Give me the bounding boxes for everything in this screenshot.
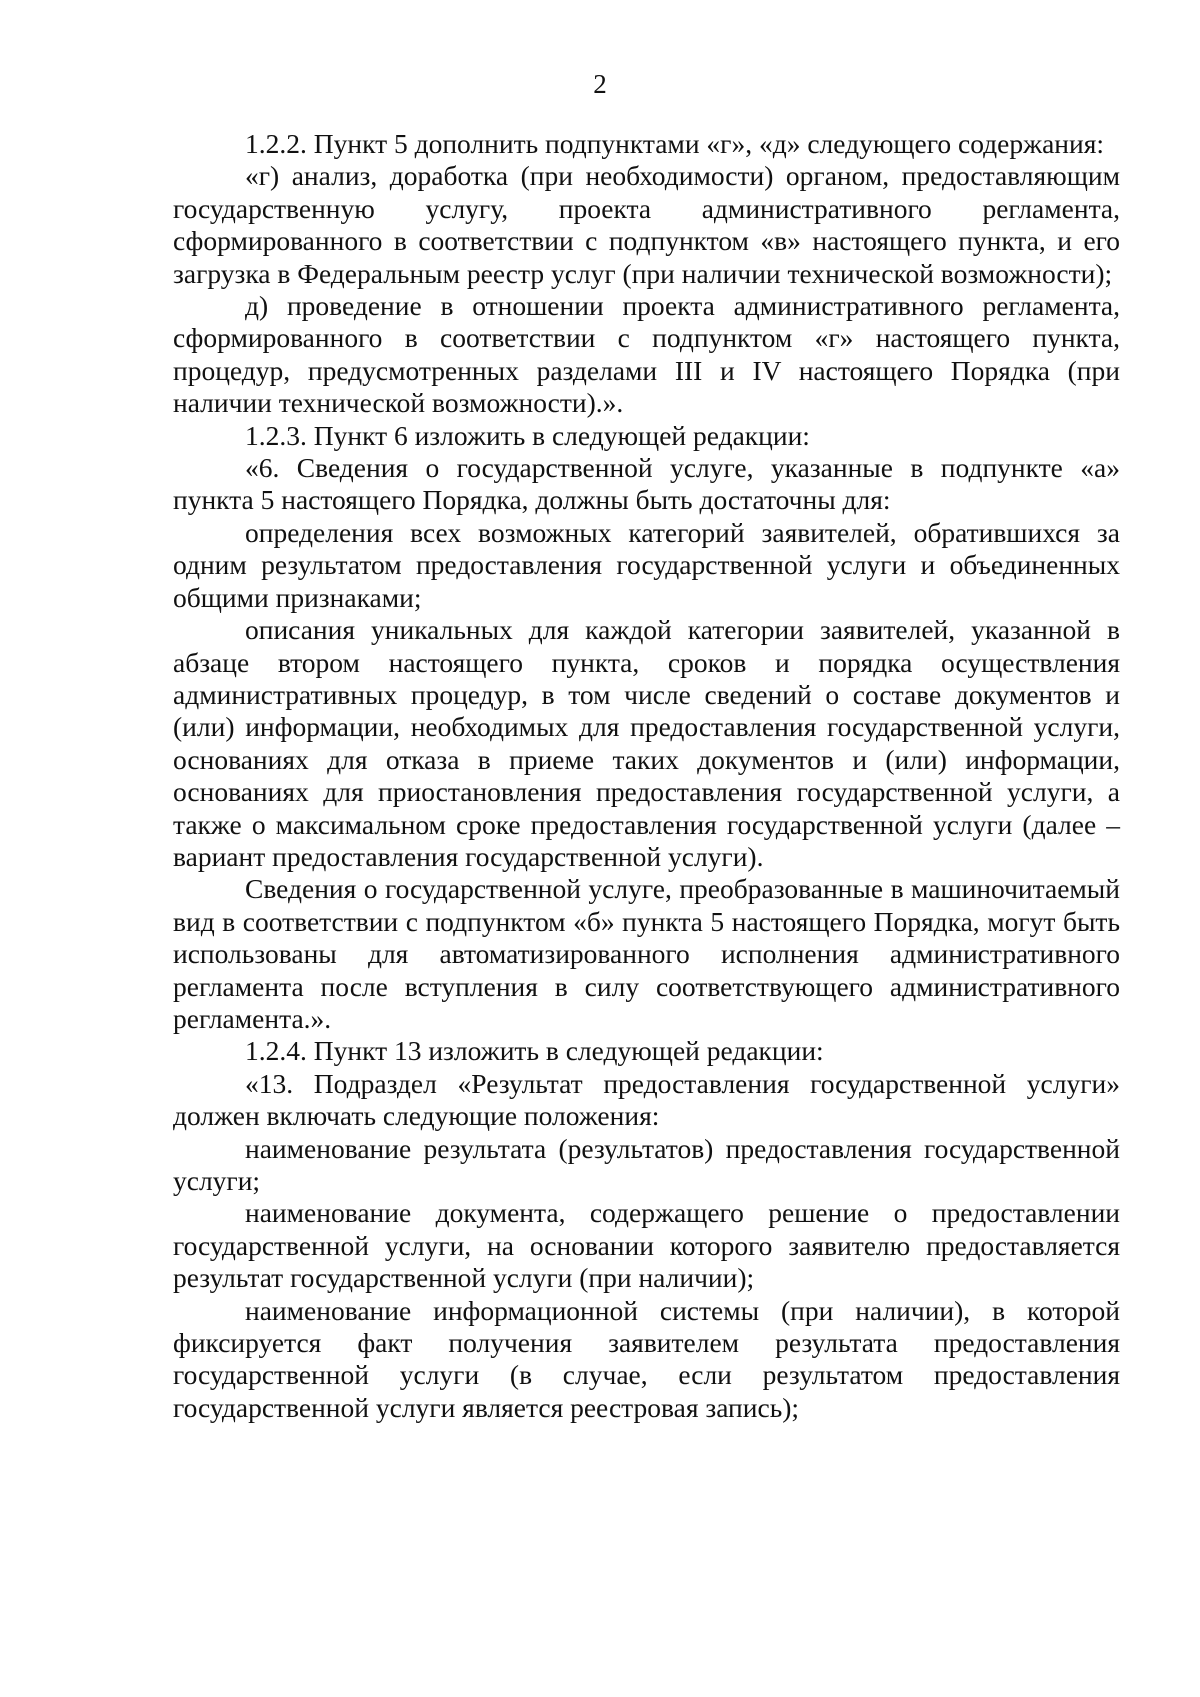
paragraph-result-name: наименование результата (результатов) предоставления государственной услуги; [173,1132,1120,1196]
paragraph-subitem-d: д) проведение в отношении проекта административного регламента, сформированного в соответствии с подпунктом «г» настоящего пункта, процедур, предусмотренных разделами III и IV настоящего Порядка (при наличии технической возможности).». [173,290,1120,419]
paragraph-point-13: «13. Подраздел «Результат предоставления государственной услуги» должен включать следующие положения: [173,1067,1120,1132]
paragraph-1-2-3: 1.2.3. Пункт 6 изложить в следующей редакции: [245,419,810,451]
paragraph-point-6: «6. Сведения о государственной услуге, указанные в подпункте «а» пункта 5 настоящего Порядка, должны быть достаточны для: [173,452,1120,516]
paragraph-1-2-2: 1.2.2. Пункт 5 дополнить подпунктами «г», «д» следующего содержания: [245,128,1105,159]
paragraph-unique-descriptions: описания уникальных для каждой категории заявителей, указанной в абзаце втором настоящего пункта, сроков и порядка осуществления административных процедур, в том числе сведений о составе документов и (или) информации, необходимых для предоставления государственной услуги, основаниях для отказа в приеме таких документов и (или) информации, основаниях для приостановления предоставления государственной услуги, а также о максимальном сроке предоставления государственной услуги (далее – вариант предоставления государственной услуги). [173,614,1120,872]
paragraph-1-2-4: 1.2.4. Пункт 13 изложить в следующей редакции: [245,1035,824,1067]
paragraph-subitem-g: «г) анализ, доработка (при необходимости) органом, предоставляющим государственную услугу, проекта административного регламента, сформированного в соответствии с подпунктом «в» настоящего пункта, и его загрузка в Федеральным реестр услуг (при наличии технической возможности); [173,160,1120,289]
page-number: 2 [593,69,607,99]
paragraph-machine-readable: Сведения о государственной услуге, преобразованные в машиночитаемый вид в соответствии с подпунктом «б» пункта 5 настоящего Порядка, могут быть использованы для автоматизированного исполнения административного регламента после вступления в силу соответствующего административного регламента.». [173,873,1120,1034]
document-body [173,128,1120,1424]
paragraph-information-system: наименование информационной системы (при наличии), в которой фиксируется факт получения заявителем результата предоставления государственной услуги (в случае, если результатом предоставления государственной услуги является реестровая запись); [173,1294,1120,1423]
paragraph-document-name: наименование документа, содержащего решение о предоставлении государственной услуги, на основании которого заявителю предоставляется результат государственной услуги (при наличии); [173,1197,1120,1294]
paragraph-applicant-categories: определения всех возможных категорий заявителей, обратившихся за одним результатом предоставления государственной услуги и объединенных общими признаками; [173,516,1120,613]
